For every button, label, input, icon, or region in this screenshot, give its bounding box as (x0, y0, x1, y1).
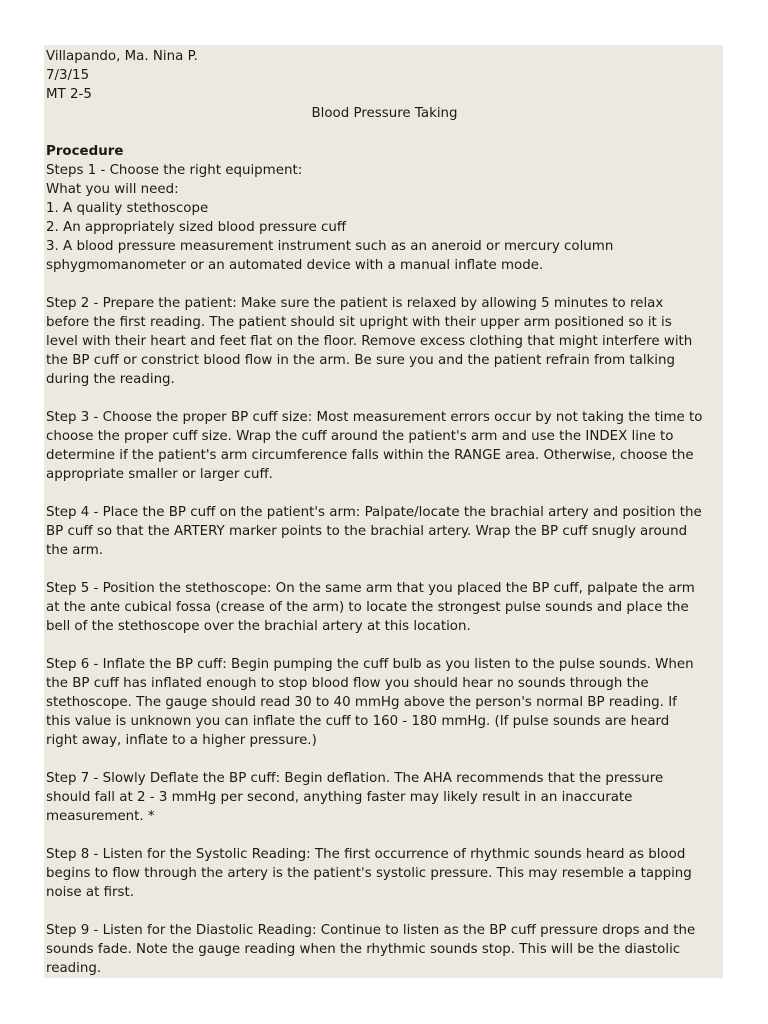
step-line: BP cuff so that the ARTERY marker points to the brachial artery. Wrap the BP cuff snugly around (46, 524, 688, 539)
step-line: Step 3 - Choose the proper BP cuff size: Most measurement errors occur by not taking the time to (46, 410, 703, 425)
class-section: MT 2-5 (46, 87, 92, 102)
spacer (46, 902, 723, 921)
step-line: choose the proper cuff size. Wrap the cuff around the patient's arm and use the INDEX line to (46, 429, 674, 444)
spacer (46, 484, 723, 503)
step-1 (46, 161, 723, 275)
step-9 (46, 921, 723, 978)
procedure-heading: Procedure (46, 144, 124, 159)
step-line: reading. (46, 961, 102, 976)
step-1-intro: Steps 1 - Choose the right equipment: (46, 163, 303, 178)
equipment-item: 1. A quality stethoscope (46, 201, 209, 216)
step-line: Step 7 - Slowly Deflate the BP cuff: Begin deflation. The AHA recommends that the pressure (46, 771, 664, 786)
step-4 (46, 503, 723, 560)
author-name: Villapando, Ma. Nina P. (46, 49, 198, 64)
spacer (46, 123, 723, 142)
step-line: appropriate smaller or larger cuff. (46, 467, 273, 482)
equipment-item: 3. A blood pressure measurement instrument such as an aneroid or mercury column (46, 239, 614, 254)
step-5 (46, 579, 723, 636)
document-title: Blood Pressure Taking (311, 106, 458, 121)
step-line: measurement. * (46, 809, 155, 824)
equipment-item-continued: sphygmomanometer or an automated device with a manual inflate mode. (46, 258, 544, 273)
step-line: noise at first. (46, 885, 135, 900)
document-content (46, 47, 723, 978)
step-line: this value is unknown you can inflate the cuff to 160 - 180 mmHg. (If pulse sounds are heard (46, 714, 670, 729)
spacer (46, 750, 723, 769)
step-line: sounds fade. Note the gauge reading when the rhythmic sounds stop. This will be the diastolic (46, 942, 681, 957)
step-line: level with their heart and feet flat on the floor. Remove excess clothing that might interfere with (46, 334, 693, 349)
document-date: 7/3/15 (46, 68, 90, 83)
equipment-item: 2. An appropriately sized blood pressure cuff (46, 220, 347, 235)
spacer (46, 275, 723, 294)
step-line: should fall at 2 - 3 mmHg per second, anything faster may likely result in an inaccurate (46, 790, 633, 805)
step-line: Step 2 - Prepare the patient: Make sure the patient is relaxed by allowing 5 minutes to relax (46, 296, 664, 311)
step-3 (46, 408, 723, 484)
spacer (46, 636, 723, 655)
step-line: Step 6 - Inflate the BP cuff: Begin pumping the cuff bulb as you listen to the pulse sounds. When (46, 657, 694, 672)
document-page (44, 45, 723, 978)
step-line: Step 4 - Place the BP cuff on the patient's arm: Palpate/locate the brachial artery and position the (46, 505, 702, 520)
step-line: before the first reading. The patient should sit upright with their upper arm positioned so it is (46, 315, 672, 330)
step-8 (46, 845, 723, 902)
step-line: during the reading. (46, 372, 175, 387)
spacer (46, 826, 723, 845)
step-2 (46, 294, 723, 389)
step-line: begins to flow through the artery is the patient's systolic pressure. This may resemble a tapping (46, 866, 692, 881)
step-line: Step 9 - Listen for the Diastolic Reading: Continue to listen as the BP cuff pressure drops and the (46, 923, 696, 938)
step-line: the BP cuff or constrict blood flow in the arm. Be sure you and the patient refrain from talking (46, 353, 676, 368)
step-line: at the ante cubical fossa (crease of the arm) to locate the strongest pulse sounds and place the (46, 600, 689, 615)
step-line: the arm. (46, 543, 104, 558)
spacer (46, 560, 723, 579)
step-line: bell of the stethoscope over the brachial artery at this location. (46, 619, 471, 634)
step-7 (46, 769, 723, 826)
spacer (46, 389, 723, 408)
step-line: Step 8 - Listen for the Systolic Reading: The first occurrence of rhythmic sounds heard as blood (46, 847, 686, 862)
step-line: stethoscope. The gauge should read 30 to 40 mmHg above the person's normal BP reading. If (46, 695, 677, 710)
step-line: Step 5 - Position the stethoscope: On the same arm that you placed the BP cuff, palpate the arm (46, 581, 695, 596)
step-6 (46, 655, 723, 750)
step-line: right away, inflate to a higher pressure.) (46, 733, 317, 748)
step-line: the BP cuff has inflated enough to stop blood flow you should hear no sounds through the (46, 676, 649, 691)
step-line: determine if the patient's arm circumference falls within the RANGE area. Otherwise, choose the (46, 448, 694, 463)
step-1-need: What you will need: (46, 182, 179, 197)
